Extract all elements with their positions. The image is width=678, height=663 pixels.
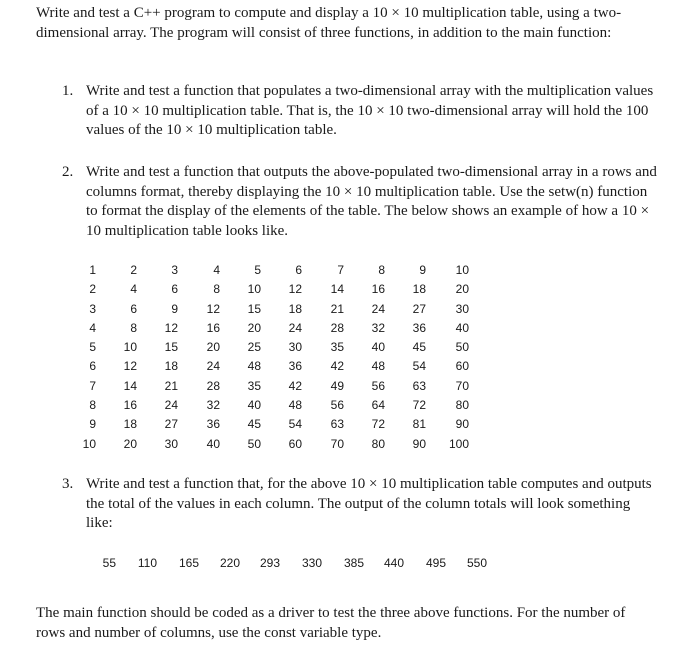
table-cell: 16 — [123, 398, 137, 413]
table-cell: 24 — [288, 320, 302, 335]
table-cell: 20 — [206, 340, 220, 355]
table-cell: 56 — [371, 378, 385, 393]
intro-paragraph: Write and test a C++ program to compute and display a 10 × 10 multiplication table, using a two-dimensional array. The program will consist of three functions, in addition to the main function: — [36, 5, 622, 41]
table-cell: 2 — [130, 263, 137, 277]
table-cell: 45 — [247, 417, 261, 432]
table-cell: 14 — [123, 378, 137, 393]
table-cell: 60 — [288, 436, 302, 451]
table-cell: 8 — [89, 398, 96, 413]
table-cell: 28 — [206, 378, 220, 393]
table-cell: 30 — [288, 340, 302, 355]
table-cell: 36 — [206, 417, 220, 432]
table-cell: 20 — [455, 282, 469, 297]
table-cell: 15 — [164, 340, 178, 355]
column-total: 330 — [301, 556, 322, 570]
table-cell: 9 — [171, 301, 178, 316]
table-cell: 10 — [82, 436, 96, 451]
column-total: 165 — [178, 556, 199, 570]
list-item-1-text: Write and test a function that populates a two-dimensional array with the multiplication values of a 10 × 10 multiplication table. That is, the 10 × 10 two-dimensional array will hold the 100 values of the 10 × 10 multiplication table. — [86, 83, 654, 139]
table-cell: 72 — [371, 417, 385, 432]
table-cell: 10 — [455, 263, 469, 277]
table-cell: 14 — [330, 282, 344, 297]
table-cell: 42 — [330, 359, 344, 374]
table-cell: 80 — [455, 398, 469, 413]
list-item-1-number: 1. — [62, 83, 74, 99]
table-cell: 30 — [455, 301, 469, 316]
table-cell: 40 — [371, 340, 385, 355]
table-cell: 8 — [213, 282, 220, 297]
table-cell: 16 — [371, 282, 385, 297]
list-item-3-text: Write and test a function that, for the above 10 × 10 multiplication table computes and outputs the total of the values in each column. The output of the column totals will look something like: — [86, 476, 652, 532]
table-cell: 35 — [247, 378, 261, 393]
table-cell: 32 — [206, 398, 220, 413]
table-cell: 100 — [448, 436, 469, 451]
table-cell: 48 — [371, 359, 385, 374]
table-cell: 5 — [89, 340, 96, 355]
table-cell: 18 — [412, 282, 426, 297]
table-cell: 9 — [89, 417, 96, 432]
column-total: 293 — [259, 556, 280, 570]
table-cell: 54 — [288, 417, 302, 432]
table-cell: 7 — [337, 263, 344, 277]
table-cell: 36 — [412, 320, 426, 335]
table-cell: 63 — [330, 417, 344, 432]
table-cell: 3 — [171, 263, 178, 277]
table-cell: 10 — [247, 282, 261, 297]
table-cell: 16 — [206, 320, 220, 335]
table-cell: 27 — [164, 417, 178, 432]
table-cell: 10 — [123, 340, 137, 355]
table-cell: 49 — [330, 378, 344, 393]
table-cell: 7 — [89, 378, 96, 393]
table-cell: 25 — [247, 340, 261, 355]
table-cell: 20 — [123, 436, 137, 451]
table-cell: 50 — [247, 436, 261, 451]
column-total: 55 — [102, 556, 116, 570]
table-cell: 21 — [164, 378, 178, 393]
table-cell: 60 — [455, 359, 469, 374]
table-cell: 2 — [89, 282, 96, 297]
table-cell: 21 — [330, 301, 344, 316]
table-cell: 3 — [89, 301, 96, 316]
table-cell: 63 — [412, 378, 426, 393]
table-cell: 90 — [412, 436, 426, 451]
table-cell: 32 — [371, 320, 385, 335]
table-cell: 54 — [412, 359, 426, 374]
table-cell: 36 — [288, 359, 302, 374]
table-cell: 15 — [247, 301, 261, 316]
table-cell: 81 — [412, 417, 426, 432]
list-item-3-number: 3. — [62, 476, 74, 492]
closing-paragraph: The main function should be coded as a driver to test the three above functions. For the number of rows and number of columns, use the const variable type. — [36, 605, 626, 641]
table-cell: 24 — [371, 301, 385, 316]
table-cell: 72 — [412, 398, 426, 413]
column-total: 385 — [343, 556, 364, 570]
table-cell: 6 — [89, 359, 96, 374]
table-cell: 18 — [123, 417, 137, 432]
list-item-2-text: Write and test a function that outputs the above-populated two-dimensional array in a rows and columns format, thereby displaying the 10 × 10 multiplication table. Use the setw(n) function to format the display of the elements of the table. The below shows an example of how a 10 × 10 multiplication table looks like. — [86, 164, 657, 239]
list-item-2-number: 2. — [62, 164, 74, 180]
table-cell: 4 — [213, 263, 220, 277]
table-cell: 42 — [288, 378, 302, 393]
table-cell: 28 — [330, 320, 344, 335]
table-cell: 27 — [412, 301, 426, 316]
table-cell: 40 — [455, 320, 469, 335]
table-cell: 12 — [206, 301, 220, 316]
table-cell: 24 — [164, 398, 178, 413]
table-cell: 45 — [412, 340, 426, 355]
table-cell: 18 — [164, 359, 178, 374]
table-cell: 9 — [419, 263, 426, 277]
table-cell: 70 — [330, 436, 344, 451]
table-cell: 56 — [330, 398, 344, 413]
table-cell: 40 — [247, 398, 261, 413]
table-cell: 6 — [171, 282, 178, 297]
table-cell: 6 — [295, 263, 302, 277]
table-cell: 48 — [288, 398, 302, 413]
table-cell: 12 — [288, 282, 302, 297]
table-cell: 90 — [455, 417, 469, 432]
table-cell: 24 — [206, 359, 220, 374]
table-cell: 6 — [130, 301, 137, 316]
table-cell: 4 — [89, 320, 96, 335]
table-cell: 80 — [371, 436, 385, 451]
table-cell: 70 — [455, 378, 469, 393]
table-cell: 18 — [288, 301, 302, 316]
table-cell: 40 — [206, 436, 220, 451]
table-cell: 50 — [455, 340, 469, 355]
table-cell: 64 — [371, 398, 385, 413]
table-cell: 8 — [130, 320, 137, 335]
table-cell: 30 — [164, 436, 178, 451]
table-cell: 1 — [89, 263, 96, 277]
table-cell: 12 — [164, 320, 178, 335]
column-total: 495 — [425, 556, 446, 570]
table-cell: 48 — [247, 359, 261, 374]
table-cell: 5 — [254, 263, 261, 277]
table-cell: 12 — [123, 359, 137, 374]
table-cell: 4 — [130, 282, 137, 297]
column-total: 440 — [383, 556, 404, 570]
table-cell: 35 — [330, 340, 344, 355]
column-total: 220 — [219, 556, 240, 570]
column-total: 110 — [137, 556, 157, 570]
table-cell: 20 — [247, 320, 261, 335]
column-total: 550 — [466, 556, 487, 570]
table-cell: 8 — [378, 263, 385, 277]
